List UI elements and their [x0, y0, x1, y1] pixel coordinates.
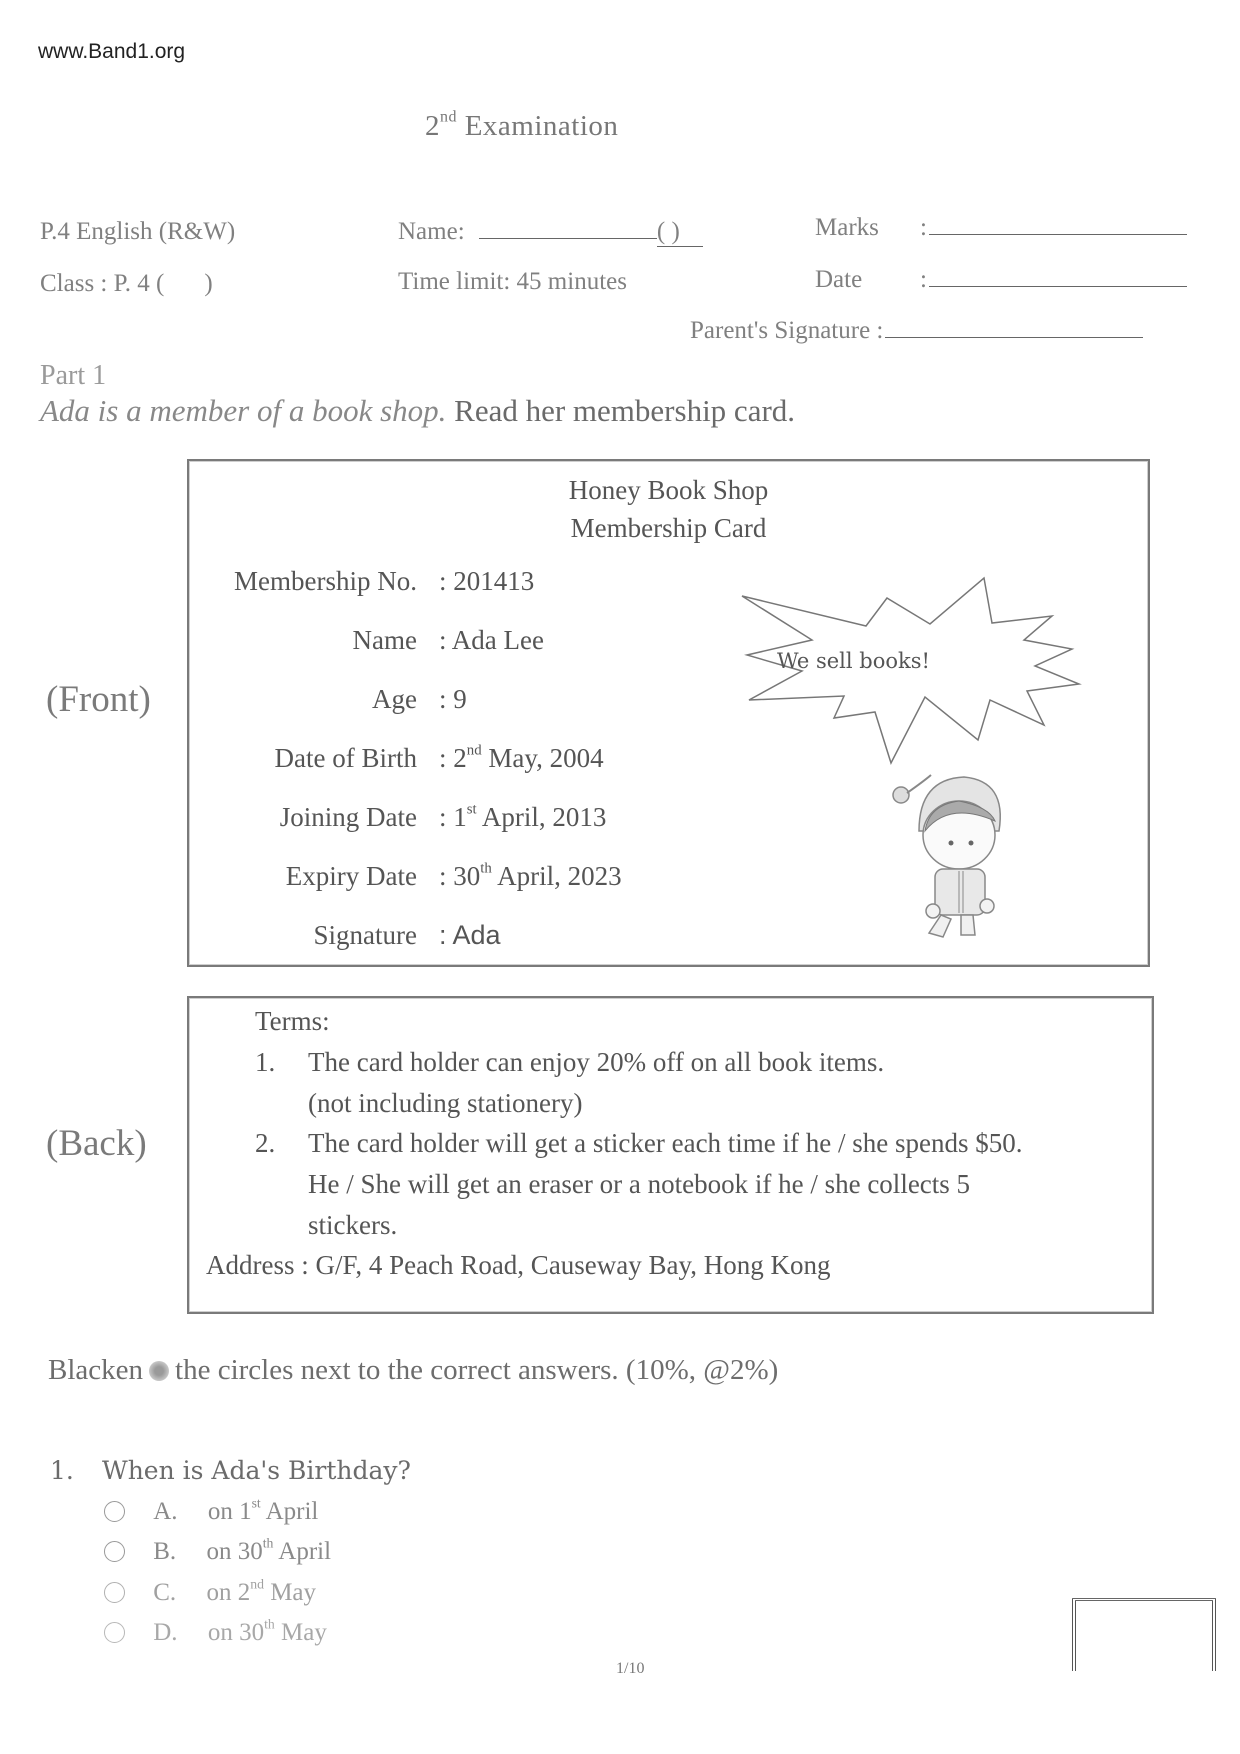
- date-colon: :: [920, 266, 927, 293]
- parent-signature-blank[interactable]: [885, 337, 1143, 338]
- exam-title-text: Examination: [464, 110, 619, 142]
- membership-card-front: [187, 459, 1150, 967]
- site-watermark: www.Band1.org: [38, 40, 186, 63]
- field-value: : 9: [439, 684, 467, 714]
- field-name: [189, 625, 544, 656]
- question-number: 1.: [50, 1456, 74, 1485]
- marks-label: Marks: [815, 214, 879, 241]
- marks-field[interactable]: [920, 214, 1187, 242]
- subject-label: P.4 English (R&W): [40, 218, 236, 245]
- parent-signature-field[interactable]: [690, 317, 1143, 345]
- radio-circle-icon[interactable]: [104, 1541, 125, 1562]
- part-title: Part 1: [40, 360, 107, 391]
- girl-illustration-icon: [889, 761, 1009, 941]
- question-text: When is Ada's Birthday?: [102, 1456, 411, 1485]
- term-line: He / She will get an eraser or a notebook if he / she collects 5: [308, 1169, 971, 1199]
- term-line: (not including stationery): [308, 1088, 583, 1118]
- terms-title: Terms:: [255, 1006, 330, 1036]
- option-a[interactable]: [104, 1495, 319, 1526]
- field-joining-date: [189, 802, 606, 833]
- part-intro: [40, 393, 795, 429]
- instruction-after: the circles next to the correct answers. (10%, @2%): [175, 1354, 779, 1386]
- option-letter: C.: [153, 1579, 177, 1606]
- shop-name: Honey Book Shop: [568, 475, 769, 505]
- back-label: (Back): [46, 1123, 147, 1164]
- speech-bubble-text: We sell books!: [777, 649, 930, 673]
- field-label: Membership No.: [234, 566, 417, 596]
- part-intro-italic: Ada is a member of a book shop.: [40, 393, 447, 428]
- term-line: stickers.: [308, 1210, 398, 1240]
- field-label: Signature: [313, 920, 417, 950]
- exam-ordinal: 2: [425, 110, 440, 142]
- part-intro-rest: Read her membership card.: [446, 393, 796, 428]
- option-text: on 30th April: [206, 1535, 332, 1565]
- option-letter: A.: [153, 1498, 178, 1525]
- field-signature: [189, 920, 501, 951]
- field-label: Joining Date: [279, 802, 417, 832]
- field-value: : 1st April, 2013: [439, 801, 607, 832]
- exam-title: [425, 110, 618, 143]
- option-d[interactable]: [104, 1616, 327, 1647]
- field-value: : 2nd May, 2004: [439, 742, 604, 773]
- name-blank[interactable]: [479, 238, 657, 239]
- term-line: The card holder will get a sticker each time if he / she spends $50.: [308, 1128, 1023, 1158]
- radio-circle-icon[interactable]: [104, 1582, 125, 1603]
- field-expiry-date: [189, 861, 622, 892]
- field-value: : Ada Lee: [439, 625, 544, 655]
- term-line: The card holder can enjoy 20% off on all book items.: [308, 1047, 885, 1077]
- option-text: on 30th May: [207, 1616, 327, 1646]
- front-label: (Front): [46, 679, 151, 720]
- field-value: : 201413: [439, 566, 535, 596]
- field-age: [189, 684, 467, 715]
- option-c[interactable]: [104, 1576, 317, 1607]
- field-label: Name: [352, 625, 417, 655]
- class-label: Class : P. 4 (: [40, 270, 165, 297]
- field-label: Expiry Date: [285, 861, 417, 891]
- shop-address: Address : G/F, 4 Peach Road, Causeway Bay, Hong Kong: [206, 1250, 831, 1280]
- radio-circle-icon[interactable]: [104, 1622, 125, 1643]
- parent-signature-label: Parent's Signature :: [690, 317, 884, 344]
- instruction: [48, 1354, 778, 1387]
- exam-ordinal-suffix: nd: [440, 108, 457, 126]
- date-label: Date: [815, 266, 863, 293]
- option-b[interactable]: [104, 1535, 332, 1566]
- page-number: 1/10: [616, 1660, 645, 1677]
- option-letter: B.: [153, 1538, 177, 1565]
- field-label: Date of Birth: [274, 743, 417, 773]
- date-blank[interactable]: [929, 286, 1187, 287]
- class-field[interactable]: [40, 270, 213, 298]
- option-letter: D.: [153, 1619, 178, 1646]
- term-number: 2.: [255, 1128, 276, 1158]
- radio-circle-icon[interactable]: [104, 1501, 125, 1522]
- marks-colon: :: [920, 214, 927, 241]
- class-close: ): [204, 270, 213, 297]
- name-field[interactable]: [398, 218, 703, 247]
- membership-card-back: [187, 996, 1154, 1314]
- marks-blank[interactable]: [929, 234, 1187, 235]
- date-field[interactable]: [920, 266, 1187, 294]
- field-membership-no: [189, 566, 534, 597]
- class-number-paren[interactable]: ( ): [657, 218, 703, 247]
- instruction-before: Blacken: [48, 1354, 144, 1386]
- option-text: on 1st April: [207, 1495, 319, 1525]
- filled-circle-icon: [149, 1361, 169, 1381]
- field-value: : 30th April, 2023: [439, 860, 622, 891]
- field-value: : Ada: [439, 920, 501, 950]
- score-box[interactable]: [1072, 1598, 1216, 1671]
- name-label: Name:: [398, 218, 465, 245]
- term-number: 1.: [255, 1047, 276, 1077]
- card-title: Membership Card: [570, 513, 767, 543]
- time-limit: Time limit: 45 minutes: [398, 268, 627, 295]
- field-label: Age: [372, 684, 417, 714]
- field-date-of-birth: [189, 743, 604, 774]
- option-text: on 2nd May: [206, 1576, 317, 1606]
